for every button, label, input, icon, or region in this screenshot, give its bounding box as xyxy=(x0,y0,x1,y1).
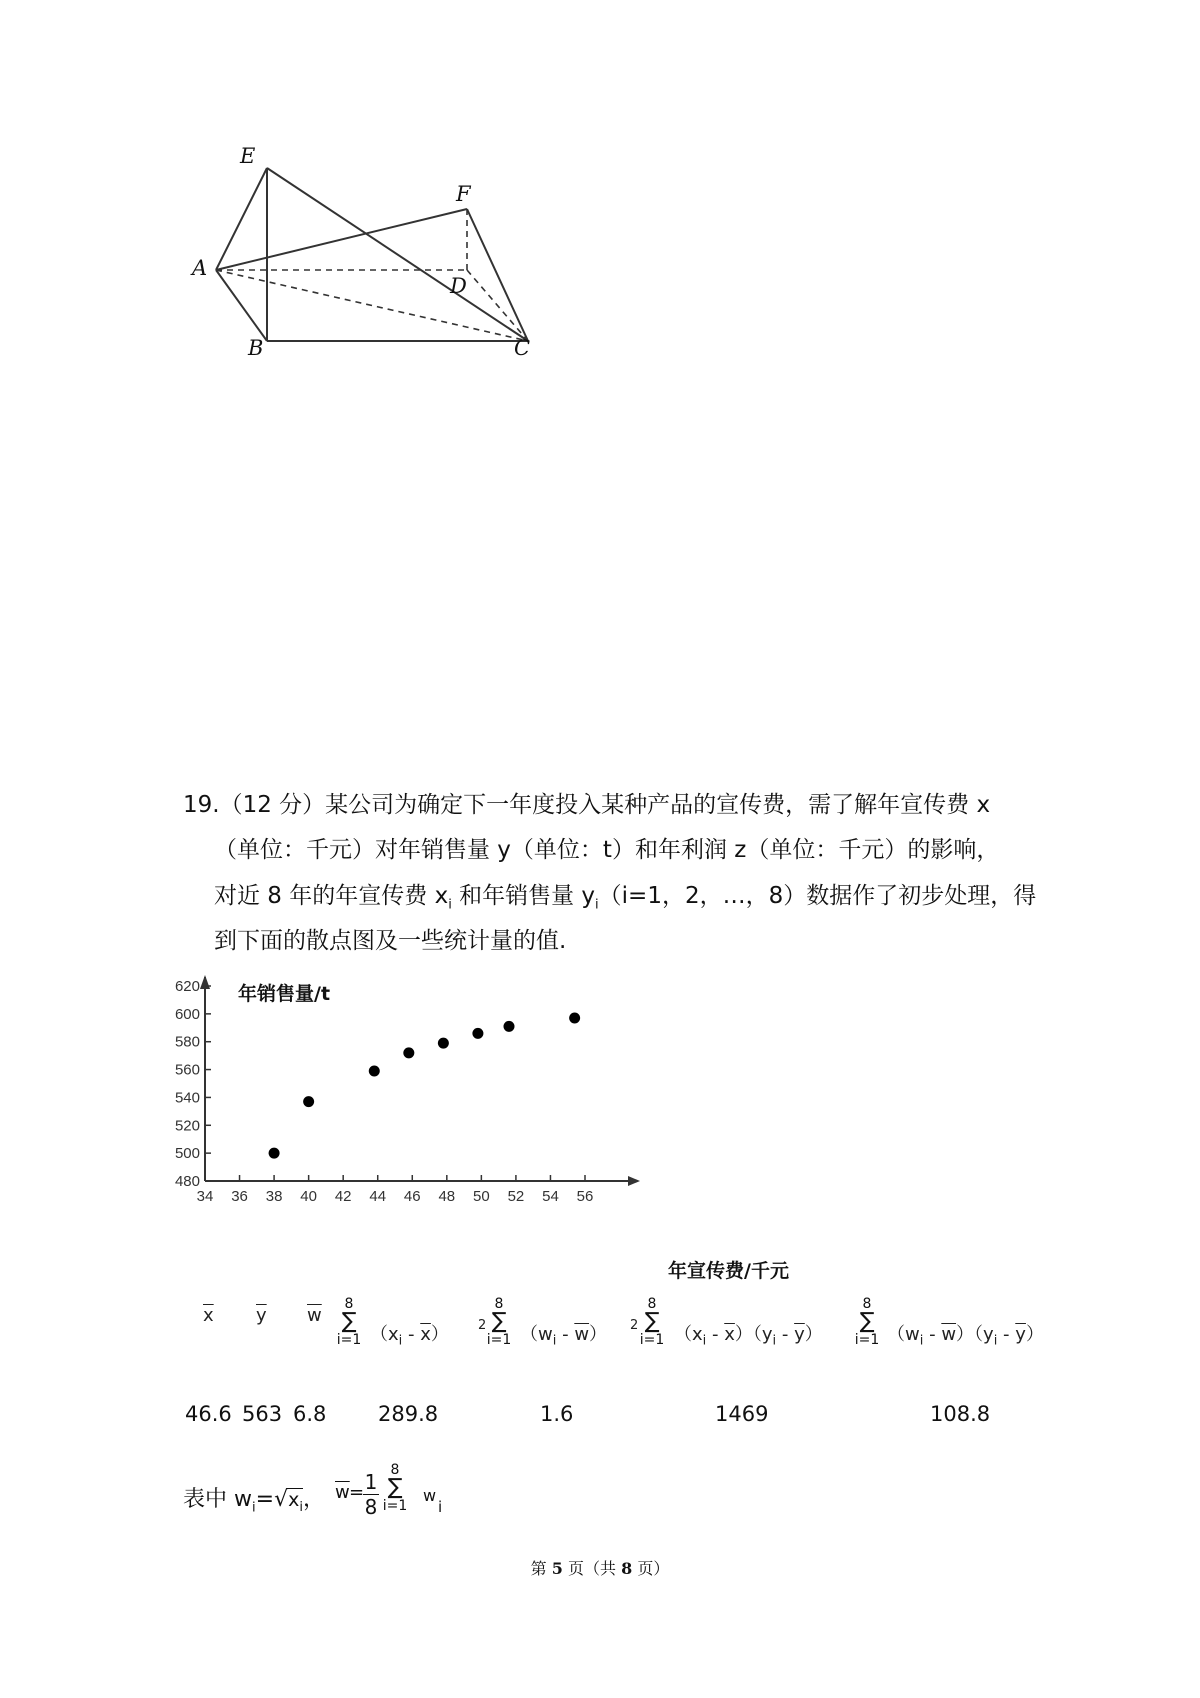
header-sum-x-deviation-sq: $(x_i - \overline{x})$ xyxy=(370,1324,449,1349)
total-pages: 8 xyxy=(621,1559,633,1578)
geometry-figure xyxy=(180,150,560,400)
y-tick-label: 580 xyxy=(174,1033,200,1051)
header-xbar: $\overline{x}$ xyxy=(203,1305,214,1326)
x-tick-label: 36 xyxy=(231,1188,248,1205)
chart-ylabel: 年销售量/t xyxy=(238,983,331,1005)
line3-sub1: i xyxy=(448,897,452,913)
sum-symbol-4: 8 ∑ i=1 xyxy=(854,1296,880,1348)
point-label-D: D xyxy=(450,274,467,298)
exponent-2: 2 xyxy=(630,1318,639,1333)
data-point xyxy=(303,1096,314,1107)
data-point xyxy=(403,1047,414,1058)
y-tick-label: 520 xyxy=(174,1117,200,1135)
note-i: i xyxy=(438,1498,443,1516)
edge-AE xyxy=(216,168,267,270)
data-point xyxy=(269,1148,280,1159)
line3-sub2: i xyxy=(595,897,599,913)
value-sum-wy: 108.8 xyxy=(930,1402,991,1426)
x-tick-label: 44 xyxy=(369,1188,387,1205)
header-wbar: $\overline{w}$ xyxy=(307,1305,322,1326)
exponent-1: 2 xyxy=(478,1318,487,1333)
y-tick-label: 500 xyxy=(174,1145,200,1163)
x-tick-label: 46 xyxy=(403,1188,421,1205)
note-prefix: 表中 w xyxy=(183,1487,252,1512)
problem-text-line-3 xyxy=(214,876,1036,926)
point-label-B: B xyxy=(248,336,264,360)
x-tick-label: 38 xyxy=(265,1188,283,1205)
x-tick-label: 40 xyxy=(300,1188,317,1205)
value-xbar: 46.6 xyxy=(185,1402,232,1426)
current-page: 5 xyxy=(551,1559,563,1578)
sum-symbol-3: 8 ∑ i=1 xyxy=(639,1296,665,1348)
y-tick-label: 620 xyxy=(174,978,200,995)
y-tick-label: 540 xyxy=(174,1089,200,1107)
data-point xyxy=(369,1065,380,1076)
point-label-F: F xyxy=(456,182,471,206)
x-tick-label: 56 xyxy=(576,1188,594,1205)
header-sum-wy-product: $(w_i - \overline{w})(y_i - \overline{y})$ xyxy=(887,1324,1044,1349)
note-sum-symbol: 8 ∑ i=1 xyxy=(382,1462,408,1514)
line3-mid: 和年销售量 y xyxy=(451,883,596,909)
x-tick-label: 50 xyxy=(473,1188,490,1205)
y-tick-label: 480 xyxy=(174,1173,200,1190)
note-eq2: = xyxy=(349,1482,365,1503)
x-tick-label: 54 xyxy=(542,1188,559,1205)
value-wbar: 6.8 xyxy=(293,1402,327,1426)
line3-post: （i=1，2，…，8）数据作了初步处理，得 xyxy=(598,883,1037,909)
header-ybar: $\overline{y}$ xyxy=(256,1305,267,1326)
edge-AC xyxy=(216,270,528,341)
y-axis-arrow xyxy=(200,975,210,989)
value-ybar: 563 xyxy=(242,1402,283,1426)
point-label-E: E xyxy=(240,144,256,168)
fraction-one-eighth: 1 8 xyxy=(364,1470,378,1519)
x-tick-label: 34 xyxy=(196,1188,214,1205)
value-sum-x-dev-sq: 289.8 xyxy=(378,1402,439,1426)
x-tick-label: 52 xyxy=(507,1188,525,1205)
point-label-A: A xyxy=(192,256,208,280)
y-tick-label: 560 xyxy=(174,1061,200,1079)
data-point xyxy=(569,1013,580,1024)
problem-text-line-2: （单位：千元）对年销售量 y（单位：t）和年利润 z（单位：千元）的影响， xyxy=(214,837,1000,863)
sum-symbol-1: 8 ∑ i=1 xyxy=(336,1296,362,1348)
header-sum-xy-product: $(x_i - \overline{x})(y_i - \overline{y})$ xyxy=(674,1324,823,1349)
data-point xyxy=(472,1028,483,1039)
table-note: 表中 $w_i=√x_i$， $\overline{w}$ = 1 8 8 ∑ i=1 w i xyxy=(183,1462,443,1519)
page-footer: 第 5 页（共 8 页） xyxy=(530,1559,670,1578)
x-axis-arrow xyxy=(628,1176,640,1186)
note-w: w xyxy=(423,1486,437,1505)
point-label-C: C xyxy=(514,336,531,360)
chart-xlabel: 年宣传费/千元 xyxy=(668,1260,789,1282)
problem-text-line-4: 到下面的散点图及一些统计量的值. xyxy=(214,928,567,954)
data-point xyxy=(504,1021,515,1032)
sqrt-sign: √ xyxy=(274,1487,289,1512)
y-tick-label: 600 xyxy=(174,1005,200,1023)
problem-text-line-1: 19.（12 分）某公司为确定下一年度投入某种产品的宣传费，需了解年宣传费 x xyxy=(183,792,991,818)
data-point xyxy=(438,1038,449,1049)
x-tick-label: 48 xyxy=(438,1188,456,1205)
note-wbar: $\overline{w}$ xyxy=(335,1482,350,1503)
sum-symbol-2: 8 ∑ i=1 xyxy=(486,1296,512,1348)
header-sum-w-deviation-sq: $(w_i - \overline{w})$ xyxy=(520,1324,608,1349)
value-sum-w-dev-sq: 1.6 xyxy=(540,1402,574,1426)
value-sum-xy: 1469 xyxy=(715,1402,769,1426)
scatter-chart xyxy=(174,975,720,1245)
x-tick-label: 42 xyxy=(334,1188,352,1205)
line3-pre: 对近 8 年的年宣传费 x xyxy=(214,883,449,909)
